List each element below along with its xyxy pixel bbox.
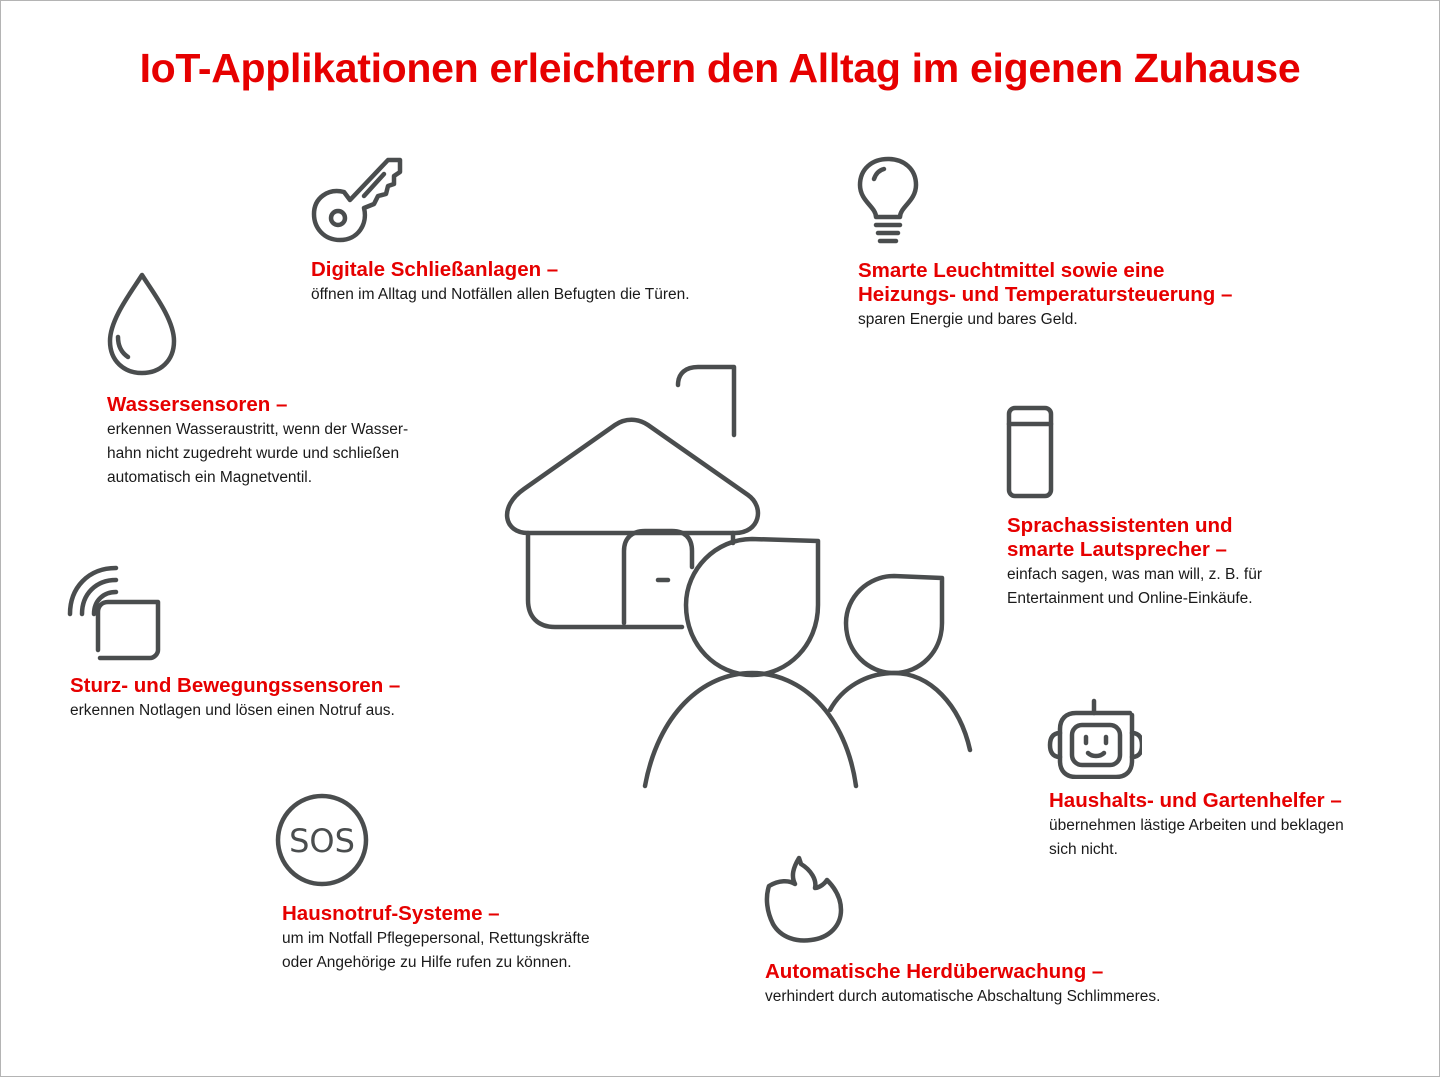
item-heading: Sturz- und Bewegungssensoren – [70,674,401,697]
sos-icon [274,792,370,888]
item-body-line: sparen Energie und bares Geld. [858,311,1078,328]
smart-speaker-icon [1005,404,1057,500]
svg-text:SOS: SOS [289,822,355,860]
robot-icon [1046,697,1142,779]
item-body-line: einfach sagen, was man will, z. B. für [1007,566,1263,583]
item-body-line: Entertainment und Online-Einkäufe. [1007,590,1253,607]
item-digitale-schliessanlagen [311,258,690,307]
item-body-line: um im Notfall Pflegepersonal, Rettungskräfte [282,930,590,947]
item-heading: Haushalts- und Gartenhelfer – [1049,789,1342,812]
item-body-line: automatisch ein Magnetventil. [107,469,313,486]
item-body-line: erkennen Wasseraustritt, wenn der Wasser- [107,421,409,438]
motion-sensor-icon [66,564,166,664]
water-drop-icon [104,271,184,379]
item-heading: smarte Lautsprecher – [1007,538,1227,561]
item-heading: Automatische Herdüberwachung – [765,960,1104,983]
item-heading: Digitale Schließanlagen – [311,258,559,281]
item-hausnotruf [282,822,590,975]
key-icon [310,152,406,244]
item-heading: Hausnotruf-Systeme – [282,902,500,925]
item-sturzsensoren [70,674,400,723]
item-heading: Smarte Leuchtmittel sowie eine [858,259,1165,282]
house-with-people-icon [490,355,990,805]
item-sprachassistenten [1007,514,1262,611]
item-body-line: oder Angehörige zu Hilfe rufen zu können. [282,954,572,971]
item-smarte-leuchtmittel [858,259,1232,332]
item-body-line: erkennen Notlagen und lösen einen Notruf aus. [70,702,395,719]
item-heading: Wassersensoren – [107,393,288,416]
item-heading: Heizungs- und Temperatursteuerung – [858,283,1233,306]
item-body-line: hahn nicht zugedreht wurde und schließen [107,445,400,462]
item-body-line: öffnen im Alltag und Notfällen allen Befugten die Türen. [311,286,690,303]
item-body-line: verhindert durch automatische Abschaltung Schlimmeres. [765,988,1161,1005]
page-title: IoT-Applikationen erleichtern den Alltag im eigenen Zuhause [139,45,1301,91]
light-bulb-icon [854,155,924,247]
item-wassersensoren [107,393,408,490]
item-heading: Sprachassistenten und [1007,514,1233,537]
item-haushaltshelfer [1049,789,1344,862]
item-herdueberwachung [765,960,1160,1009]
item-body-line: übernehmen lästige Arbeiten und beklagen [1049,817,1344,834]
item-body-line: sich nicht. [1049,841,1118,858]
flame-icon [763,854,845,946]
